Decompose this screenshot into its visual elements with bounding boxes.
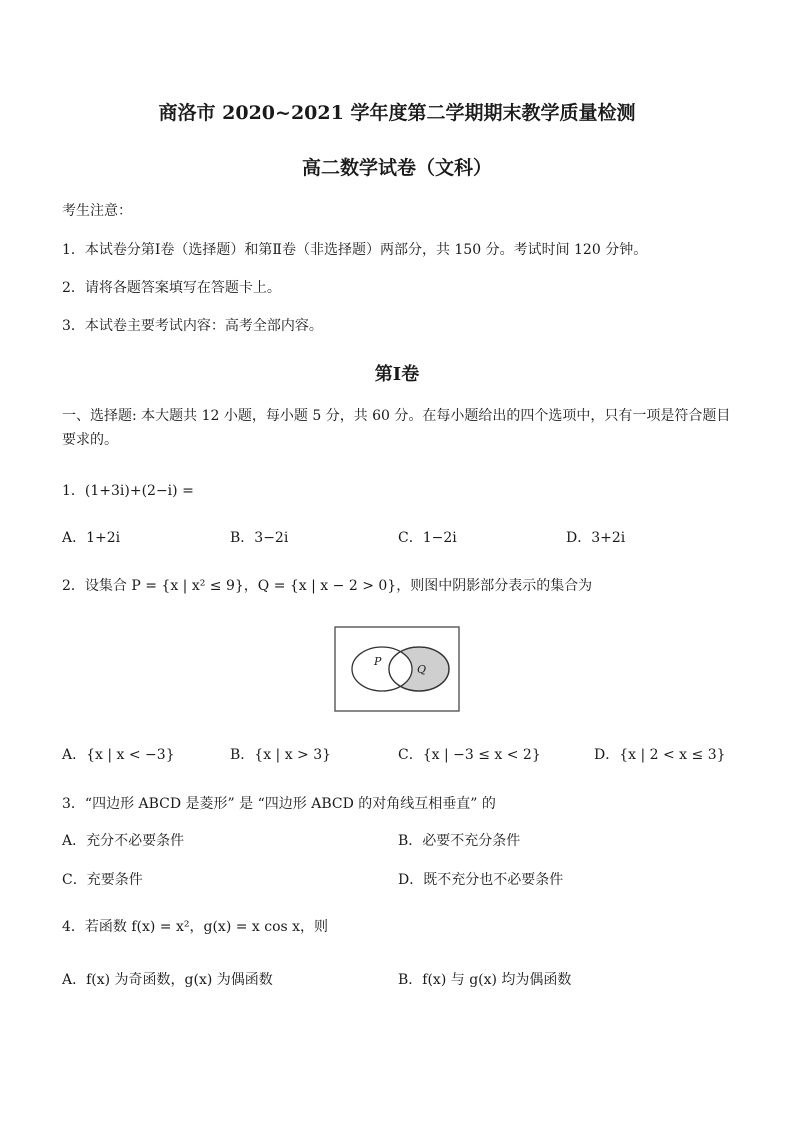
notice-2: 2．请将各题答案填写在答题卡上。 [62,280,281,296]
venn-diagram [334,626,460,712]
section1-intro: 一、选择题: 本大题共 12 小题，每小题 5 分，共 60 分。在每小题给出的四个选项中，只有一项是符合题目要求的。 [62,408,731,448]
q3-option-d: D．既不充分也不必要条件 [398,872,564,888]
q3-option-a: A．充分不必要条件 [62,833,185,849]
exam-subtitle: 高二数学试卷（文科） [301,157,492,179]
q2-option-d: D．{x | 2 < x ≤ 3} [594,747,726,763]
q1-option-a: A．1+2i [62,530,121,546]
q2-option-c: C．{x | −3 ≤ x < 2} [398,747,541,763]
q1-option-d: D．3+2i [566,530,626,546]
q2-option-b: B．{x | x > 3} [230,747,332,763]
q3-option-b: B．必要不充分条件 [398,833,521,849]
part1-title: 第Ⅰ卷 [374,364,420,385]
q1-stem: 1．(1+3i)+(2−i) = [62,483,194,499]
notice-heading: 考生注意： [62,203,132,219]
q4-option-a: A．f(x) 为奇函数，g(x) 为偶函数 [62,972,273,988]
q3-stem: 3．“四边形 ABCD 是菱形” 是 “四边形 ABCD 的对角线互相垂直” 的 [62,796,496,812]
q3-option-c: C．充要条件 [62,872,143,888]
q2-option-a: A．{x | x < −3} [62,747,175,763]
exam-title: 商洛市 2020~2021 学年度第二学期期末教学质量检测 [158,102,636,124]
venn-label-q: Q [417,663,427,676]
venn-label-p: P [374,655,382,668]
q1-option-b: B．3−2i [230,530,289,546]
venn-diagram-svg [334,626,460,712]
notice-1: 1．本试卷分第Ⅰ卷（选择题）和第Ⅱ卷（非选择题）两部分，共 150 分。考试时间 120 分钟。 [62,242,648,258]
notice-3: 3．本试卷主要考试内容：高考全部内容。 [62,318,323,334]
q1-option-c: C．1−2i [398,530,457,546]
q4-option-b: B．f(x) 与 g(x) 均为偶函数 [398,972,572,988]
q2-stem: 2．设集合 P = {x | x² ≤ 9}，Q = {x | x − 2 > 0}，则图中阴影部分表示的集合为 [62,578,593,594]
q4-stem: 4．若函数 f(x) = x²，g(x) = x cos x，则 [62,919,329,935]
